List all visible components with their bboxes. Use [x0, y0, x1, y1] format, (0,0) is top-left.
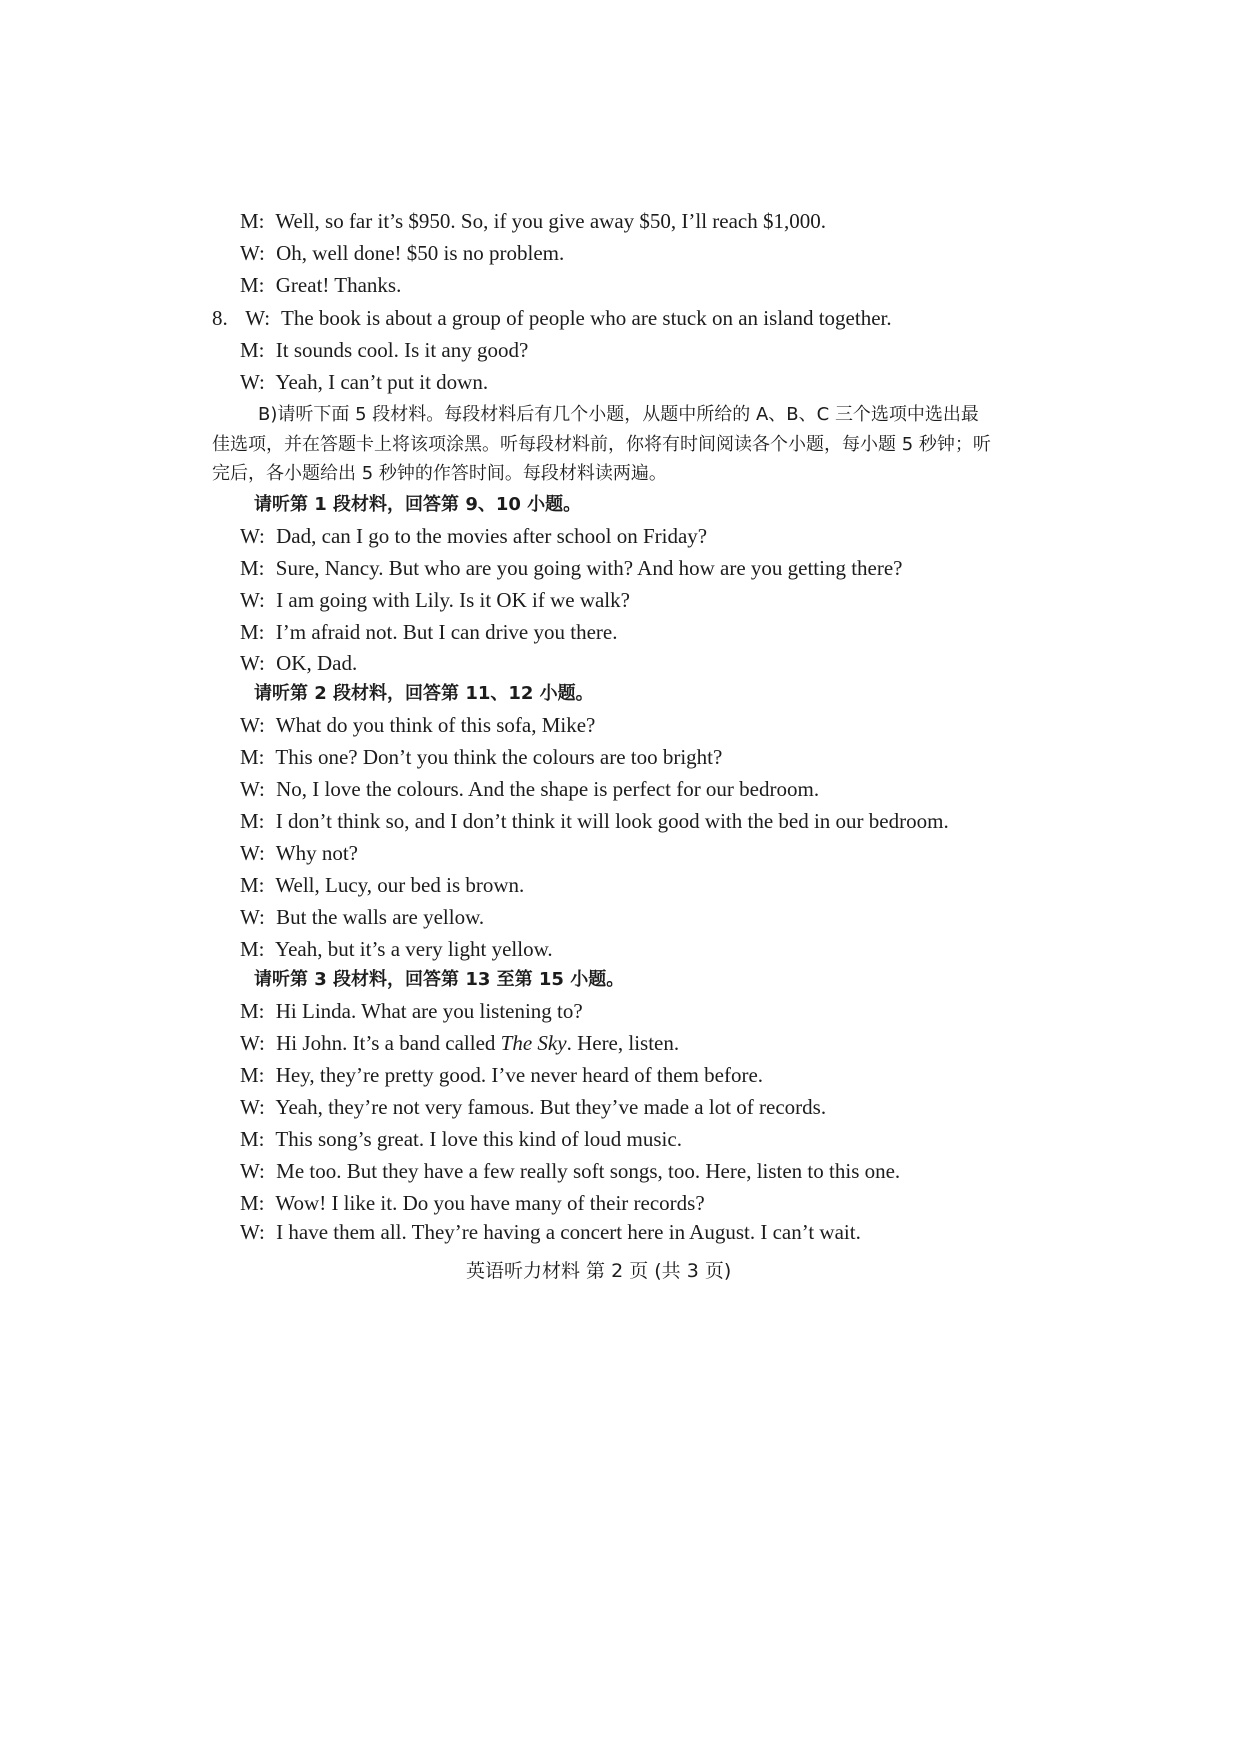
speaker-label: M: — [240, 999, 265, 1023]
speaker-label: W: — [240, 905, 265, 929]
dialogue-line — [240, 744, 722, 770]
dialogue-line — [240, 1126, 682, 1152]
dialogue-text: Me too. But they have a few really soft songs, too. Here, listen to this one. — [276, 1159, 901, 1183]
dialogue-line — [240, 369, 488, 395]
speaker-label: W: — [240, 1220, 265, 1244]
speaker-label: W: — [240, 370, 265, 394]
speaker-label: M: — [240, 556, 265, 580]
dialogue-line — [240, 337, 528, 363]
section-b-instructions-line-2: 佳选项，并在答题卡上将该项涂黑。听每段材料前，你将有时间阅读各个小题，每小题 5 秒钟；听 — [212, 434, 991, 455]
dialogue-line — [240, 840, 358, 866]
speaker-label: W: — [240, 241, 265, 265]
speaker-label: W: — [240, 777, 265, 801]
dialogue-text: This song’s great. I love this kind of loud music. — [275, 1127, 682, 1151]
passage-1-heading: 请听第 1 段材料，回答第 9、10 小题。 — [254, 494, 582, 515]
dialogue-text: I am going with Lily. Is it OK if we walk? — [276, 588, 630, 612]
dialogue-text: It sounds cool. Is it any good? — [275, 338, 529, 362]
dialogue-text: What do you think of this sofa, Mike? — [275, 713, 596, 737]
passage-2-heading: 请听第 2 段材料，回答第 11、12 小题。 — [254, 683, 594, 704]
question-number: 8. — [212, 306, 228, 330]
dialogue-text: The book is about a group of people who are stuck on an island together. — [281, 306, 892, 330]
dialogue-text: I’m afraid not. But I can drive you there. — [275, 620, 618, 644]
dialogue-line — [240, 587, 630, 613]
dialogue-text: No, I love the colours. And the shape is perfect for our bedroom. — [276, 777, 820, 801]
dialogue-text: Well, so far it’s $950. So, if you give away $50, I’ll reach $1,000. — [275, 209, 827, 233]
speaker-label: M: — [240, 1127, 265, 1151]
page-footer: 英语听力材料 第 2 页 (共 3 页) — [466, 1260, 732, 1282]
speaker-label: M: — [240, 620, 265, 644]
dialogue-line — [240, 712, 595, 738]
dialogue-text: Yeah, they’re not very famous. But they’ve made a lot of records. — [275, 1095, 827, 1119]
band-name: The Sky — [500, 1031, 567, 1055]
speaker-label: M: — [240, 338, 265, 362]
speaker-label: M: — [240, 209, 265, 233]
dialogue-line — [240, 1190, 705, 1216]
dialogue-text: Hi John. It’s a band called — [276, 1031, 501, 1055]
dialogue-line — [240, 808, 949, 834]
dialogue-text: Yeah, but it’s a very light yellow. — [275, 937, 553, 961]
dialogue-line — [240, 272, 401, 298]
speaker-label: W: — [240, 1095, 265, 1119]
speaker-label: M: — [240, 1191, 265, 1215]
dialogue-text: Hey, they’re pretty good. I’ve never heard of them before. — [275, 1063, 764, 1087]
speaker-label: M: — [240, 873, 265, 897]
dialogue-line — [240, 1030, 679, 1056]
speaker-label: M: — [240, 937, 265, 961]
speaker-label: W: — [240, 588, 265, 612]
dialogue-line — [240, 619, 617, 645]
speaker-label: W: — [240, 651, 265, 675]
speaker-label: M: — [240, 1063, 265, 1087]
dialogue-line — [240, 1062, 763, 1088]
dialogue-line — [240, 208, 826, 234]
dialogue-line — [240, 650, 357, 676]
dialogue-line — [240, 1158, 900, 1184]
speaker-label: W: — [240, 841, 265, 865]
dialogue-text: Sure, Nancy. But who are you going with? And how are you getting there? — [275, 556, 903, 580]
dialogue-line — [240, 904, 484, 930]
section-b-instructions-line-3: 完后，各小题给出 5 秒钟的作答时间。每段材料读两遍。 — [212, 463, 667, 484]
dialogue-line — [240, 555, 903, 581]
dialogue-text: Great! Thanks. — [275, 273, 402, 297]
dialogue-line — [240, 872, 524, 898]
speaker-label: W: — [240, 524, 265, 548]
speaker-label: W: — [245, 306, 271, 330]
dialogue-line — [240, 240, 564, 266]
speaker-label: M: — [240, 273, 265, 297]
dialogue-text: Oh, well done! $50 is no problem. — [276, 241, 565, 265]
dialogue-line — [240, 1094, 826, 1120]
section-b-instructions-line-1: B)请听下面 5 段材料。每段材料后有几个小题，从题中所给的 A、B、C 三个选项中选出最 — [258, 404, 979, 425]
dialogue-text: Well, Lucy, our bed is brown. — [275, 873, 525, 897]
dialogue-text: Why not? — [275, 841, 358, 865]
dialogue-text: Yeah, I can’t put it down. — [275, 370, 489, 394]
dialogue-text: OK, Dad. — [276, 651, 358, 675]
speaker-label: M: — [240, 809, 265, 833]
dialogue-line — [240, 523, 707, 549]
dialogue-line — [240, 998, 583, 1024]
dialogue-text: Hi Linda. What are you listening to? — [275, 999, 583, 1023]
dialogue-text: . Here, listen. — [566, 1031, 680, 1055]
dialogue-line — [240, 776, 819, 802]
speaker-label: W: — [240, 1031, 265, 1055]
dialogue-text: This one? Don’t you think the colours are too bright? — [275, 745, 723, 769]
speaker-label: W: — [240, 713, 265, 737]
dialogue-text: Dad, can I go to the movies after school on Friday? — [276, 524, 708, 548]
dialogue-text: I have them all. They’re having a concert here in August. I can’t wait. — [276, 1220, 861, 1244]
question-8-first-line — [212, 305, 892, 331]
dialogue-text: I don’t think so, and I don’t think it will look good with the bed in our bedroom. — [275, 809, 949, 833]
speaker-label: M: — [240, 745, 265, 769]
dialogue-text: But the walls are yellow. — [276, 905, 485, 929]
dialogue-text: Wow! I like it. Do you have many of their records? — [275, 1191, 705, 1215]
passage-3-heading: 请听第 3 段材料，回答第 13 至第 15 小题。 — [254, 969, 625, 990]
speaker-label: W: — [240, 1159, 265, 1183]
dialogue-line — [240, 936, 553, 962]
dialogue-line — [240, 1219, 861, 1245]
